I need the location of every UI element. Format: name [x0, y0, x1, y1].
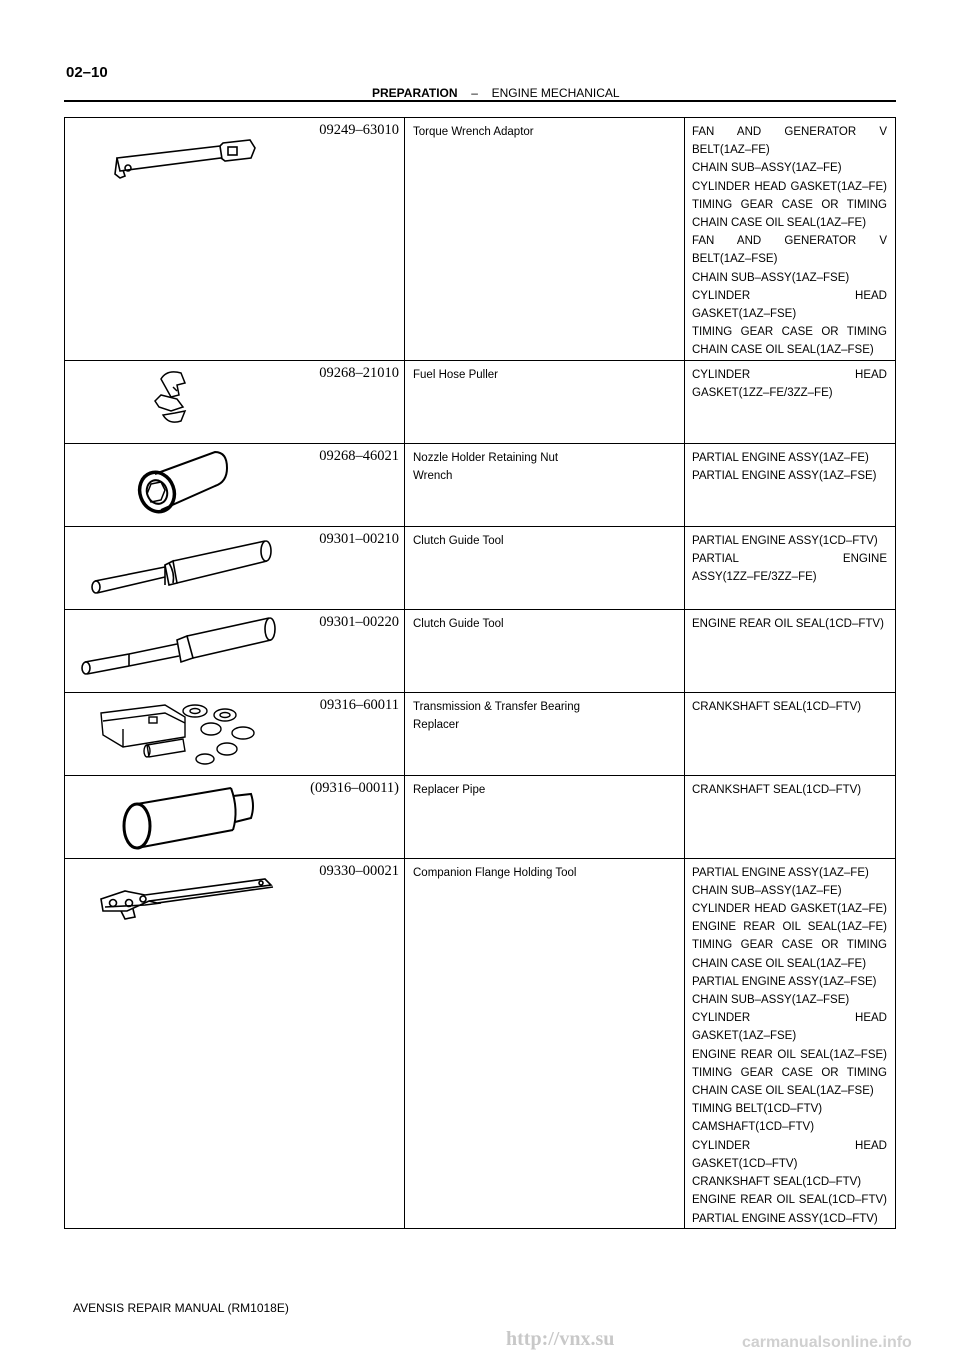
tool-name-cell [405, 775, 685, 858]
tool-usage-cell [685, 775, 896, 858]
tool-name-cell [405, 118, 685, 361]
part-number: 09268–21010 [319, 364, 399, 381]
tool-image-cell [65, 360, 405, 443]
table-row [65, 118, 896, 361]
replacer-pipe-icon [65, 776, 404, 859]
part-number: 09316–60011 [319, 696, 399, 713]
watermark-text: carmanualsonline.info [742, 1334, 912, 1351]
tool-name-cell [405, 692, 685, 775]
tool-name-line: Clutch Guide Tool [413, 617, 504, 630]
usage-line: CYLINDER HEAD GASKET(1AZ–FE) [692, 180, 887, 193]
tool-image-cell [65, 526, 405, 609]
usage-line: ENGINE REAR OIL SEAL(1CD–FTV) [692, 617, 884, 630]
usage-line: TIMING BELT(1CD–FTV) [692, 1103, 823, 1116]
tool-image-cell [65, 775, 405, 858]
tool-image-cell [65, 609, 405, 692]
sst-table [64, 117, 896, 1229]
watermark-link[interactable]: http://vnx.su [506, 1328, 615, 1350]
usage-line: CHAIN CASE OIL SEAL(1AZ–FSE) [692, 344, 874, 357]
tool-name-cell [405, 443, 685, 526]
usage-line: CHAIN CASE OIL SEAL(1AZ–FSE) [692, 1085, 874, 1098]
tool-name-line: Replacer Pipe [413, 783, 486, 796]
tool-name-cell [405, 609, 685, 692]
part-number: (09316–00011) [310, 779, 399, 796]
tool-name-cell [405, 526, 685, 609]
part-number: 09249–63010 [319, 122, 399, 138]
usage-line: TIMING GEAR CASE OR TIMING [692, 198, 887, 211]
tool-usage-cell [685, 858, 896, 1228]
usage-line: PARTIAL ENGINE ASSY(1AZ–FE) [692, 451, 869, 464]
section-title [372, 86, 620, 100]
usage-line: CHAIN SUB–ASSY(1AZ–FE) [692, 884, 842, 897]
part-number: 09301–00210 [319, 530, 399, 547]
bearing-replacer-set-icon [65, 693, 404, 776]
usage-line: ENGINE REAR OIL SEAL(1AZ–FSE) [692, 1048, 887, 1061]
usage-line: CRANKSHAFT SEAL(1CD–FTV) [692, 1176, 862, 1189]
usage-line: ASSY(1ZZ–FE/3ZZ–FE) [692, 571, 817, 584]
usage-line: FAN AND GENERATOR V [692, 235, 887, 248]
page-number: 02–10 [66, 64, 108, 81]
usage-line: TIMING GEAR CASE OR TIMING [692, 939, 887, 952]
usage-line: CHAIN SUB–ASSY(1AZ–FE) [692, 162, 842, 175]
tool-usage-cell [685, 609, 896, 692]
part-number: 09301–00220 [319, 613, 399, 630]
tool-name-line: Nozzle Holder Retaining Nut [413, 451, 559, 464]
fuel-hose-puller-icon [65, 361, 404, 444]
usage-line: PARTIAL ENGINE ASSY(1CD–FTV) [692, 1212, 878, 1225]
usage-line: PARTIAL ENGINE ASSY(1CD–FTV) [692, 534, 878, 547]
usage-line: CYLINDER HEAD [692, 1012, 887, 1025]
tool-image-cell [65, 858, 405, 1228]
socket-wrench-icon [65, 444, 404, 527]
usage-line: TIMING GEAR CASE OR TIMING [692, 1066, 887, 1079]
usage-line: PARTIAL ENGINE ASSY(1AZ–FSE) [692, 469, 877, 482]
usage-line: ENGINE REAR OIL SEAL(1AZ–FE) [692, 921, 887, 934]
usage-line: BELT(1AZ–FSE) [692, 253, 778, 266]
flange-holding-tool-icon [65, 859, 404, 1229]
tool-image-cell [65, 692, 405, 775]
usage-line: CHAIN CASE OIL SEAL(1AZ–FE) [692, 217, 867, 230]
usage-line: GASKET(1ZZ–FE/3ZZ–FE) [692, 386, 833, 399]
table-row [65, 526, 896, 609]
tool-usage-cell [685, 360, 896, 443]
usage-line: CYLINDER HEAD [692, 1139, 887, 1152]
usage-line: TIMING GEAR CASE OR TIMING [692, 326, 887, 339]
tool-usage-cell [685, 526, 896, 609]
usage-line: CYLINDER HEAD [692, 289, 887, 302]
usage-line: GASKET(1AZ–FSE) [692, 1030, 797, 1043]
tool-name-cell [405, 360, 685, 443]
table-row [65, 443, 896, 526]
tool-name-line: Fuel Hose Puller [413, 368, 499, 381]
section-title-separator: – [471, 86, 478, 100]
table-row [65, 692, 896, 775]
table-row [65, 858, 896, 1228]
usage-line: CRANKSHAFT SEAL(1CD–FTV) [692, 700, 862, 713]
torque-wrench-adaptor-icon [65, 118, 404, 360]
tool-name-line: Replacer [413, 718, 460, 731]
usage-line: CHAIN SUB–ASSY(1AZ–FSE) [692, 271, 850, 284]
table-row [65, 609, 896, 692]
tool-usage-cell [685, 443, 896, 526]
tool-name-cell [405, 858, 685, 1228]
usage-line: CYLINDER HEAD GASKET(1AZ–FE) [692, 903, 887, 916]
usage-line: CHAIN CASE OIL SEAL(1AZ–FE) [692, 957, 867, 970]
table-row [65, 360, 896, 443]
usage-line: GASKET(1AZ–FSE) [692, 308, 797, 321]
usage-line: CHAIN SUB–ASSY(1AZ–FSE) [692, 994, 850, 1007]
section-title-rest: ENGINE MECHANICAL [491, 86, 620, 100]
tool-image-cell [65, 443, 405, 526]
usage-line: FAN AND GENERATOR V [692, 126, 887, 138]
header-rule [64, 100, 896, 102]
usage-line: CRANKSHAFT SEAL(1CD–FTV) [692, 783, 862, 796]
tool-usage-cell [685, 692, 896, 775]
usage-line: PARTIAL ENGINE [692, 552, 887, 565]
tool-image-cell [65, 118, 405, 361]
footer-manual-title: AVENSIS REPAIR MANUAL (RM1018E) [73, 1301, 289, 1315]
clutch-guide-tool-icon [65, 610, 404, 693]
usage-line: CAMSHAFT(1CD–FTV) [692, 1121, 815, 1134]
table-row [65, 775, 896, 858]
tool-name-line: Clutch Guide Tool [413, 534, 504, 547]
tool-usage-cell [685, 118, 896, 361]
usage-line: BELT(1AZ–FE) [692, 144, 770, 157]
usage-line: ENGINE REAR OIL SEAL(1CD–FTV) [692, 1194, 887, 1207]
tool-name-line: Companion Flange Holding Tool [413, 866, 577, 879]
usage-line: GASKET(1CD–FTV) [692, 1157, 798, 1170]
usage-line: CYLINDER HEAD [692, 368, 887, 381]
tool-name-line: Torque Wrench Adaptor [413, 126, 534, 138]
usage-line: PARTIAL ENGINE ASSY(1AZ–FSE) [692, 975, 877, 988]
tool-name-line: Wrench [413, 469, 453, 482]
part-number: 09268–46021 [319, 447, 399, 464]
part-number: 09330–00021 [319, 862, 399, 879]
clutch-guide-tool-icon [65, 527, 404, 610]
section-title-bold: PREPARATION [372, 86, 458, 100]
tool-name-line: Transmission & Transfer Bearing [413, 700, 581, 713]
usage-line: PARTIAL ENGINE ASSY(1AZ–FE) [692, 866, 869, 879]
